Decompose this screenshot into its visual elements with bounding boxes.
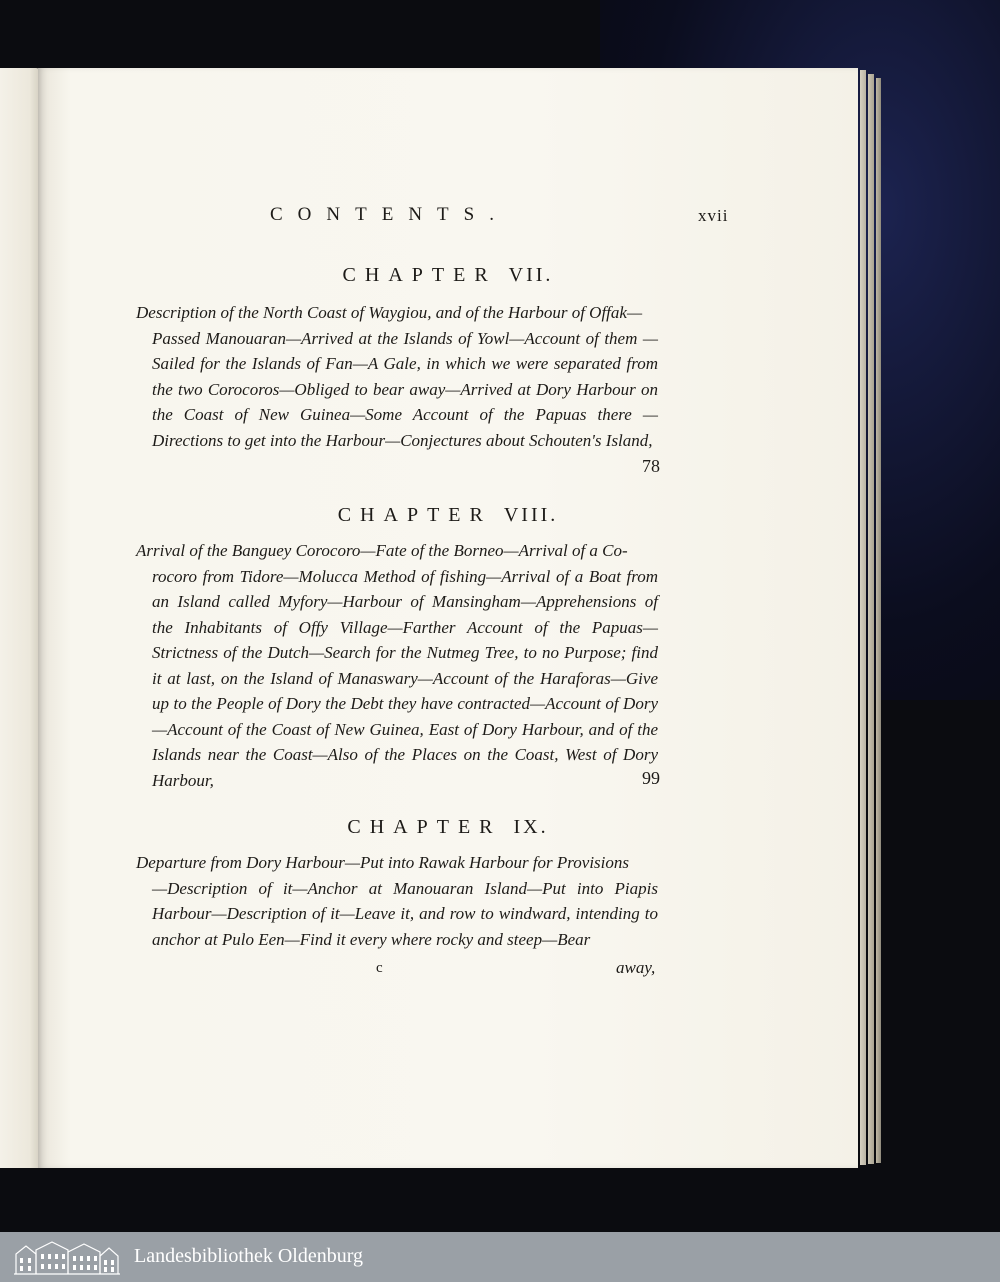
page-edge: [860, 70, 866, 1165]
library-name: Landesbibliothek Oldenburg: [134, 1245, 364, 1267]
summary-continuation: —Description of it—Anchor at Manouaran Island—Put into Piapis Harbour—Description of it—Leave it, and row to windward, intending to anchor at Pulo Een—Find it every where rocky and steep—Bear: [152, 878, 658, 949]
footer-bar: [0, 1232, 1000, 1282]
summary-continuation: Passed Manouaran—Arrived at the Islands of Yowl—Account of them —Sailed for the Islands of Fan—A Gale, in which we were separated from the two Corocoros—Obliged to bear away—Arrived at Dory Harbour on the Coast of New Guinea—Some Account of the Papuas there —Directions to get into the Harbour—Conjectures about Schouten's Island,: [152, 328, 658, 450]
chapter-heading: [38, 264, 858, 287]
chapter-summary: [136, 538, 658, 793]
page-edge: [876, 78, 881, 1163]
summary-first-line: Description of the North Coast of Waygiou, and of the Harbour of Offak—: [136, 303, 643, 322]
page-number: xvii: [698, 206, 729, 225]
chapter-number: IX.: [513, 816, 549, 838]
chapter-label: CHAPTER: [347, 816, 502, 838]
chapter-label: CHAPTER: [337, 504, 492, 526]
signature-mark: c: [376, 960, 383, 976]
running-title: CONTENTS.: [270, 204, 509, 225]
chapter-heading: [38, 504, 858, 527]
library-building-icon: [12, 1238, 122, 1276]
chapter-heading: [38, 816, 858, 839]
book-page: [38, 68, 858, 1168]
chapter-summary: [136, 300, 658, 453]
chapter-summary: [136, 850, 658, 952]
chapter-number: VIII.: [503, 504, 559, 526]
chapter-label: CHAPTER: [342, 264, 497, 286]
summary-first-line: Arrival of the Banguey Corocoro—Fate of the Borneo—Arrival of a Co-: [136, 541, 628, 560]
summary-continuation: rocoro from Tidore—Molucca Method of fishing—Arrival of a Boat from an Island called Myfory—Harbour of Mansingham—Apprehensions of the Inhabitants of Offy Village—Farther Account of the Papuas—Strictness of the Dutch—Search for the Nutmeg Tree, to no Purpose; find it at last, on the Island of Manaswary—Account of the Haraforas—Give up to the People of Dory the Debt they have contracted—Account of Dory —Account of the Coast of New Guinea, East of Dory Harbour, and of the Islands near the Coast—Also of the Places on the Coast, West of Dory Harbour,: [152, 566, 658, 790]
page-reference: 78: [642, 456, 660, 476]
facing-page-edge: [0, 68, 42, 1168]
page-edge: [868, 74, 874, 1164]
catchword: away,: [616, 958, 656, 977]
show-through-text: [138, 236, 678, 262]
summary-first-line: Departure from Dory Harbour—Put into Rawak Harbour for Provisions: [136, 853, 629, 872]
page-reference: 99: [642, 768, 660, 788]
chapter-number: VII.: [508, 264, 554, 286]
